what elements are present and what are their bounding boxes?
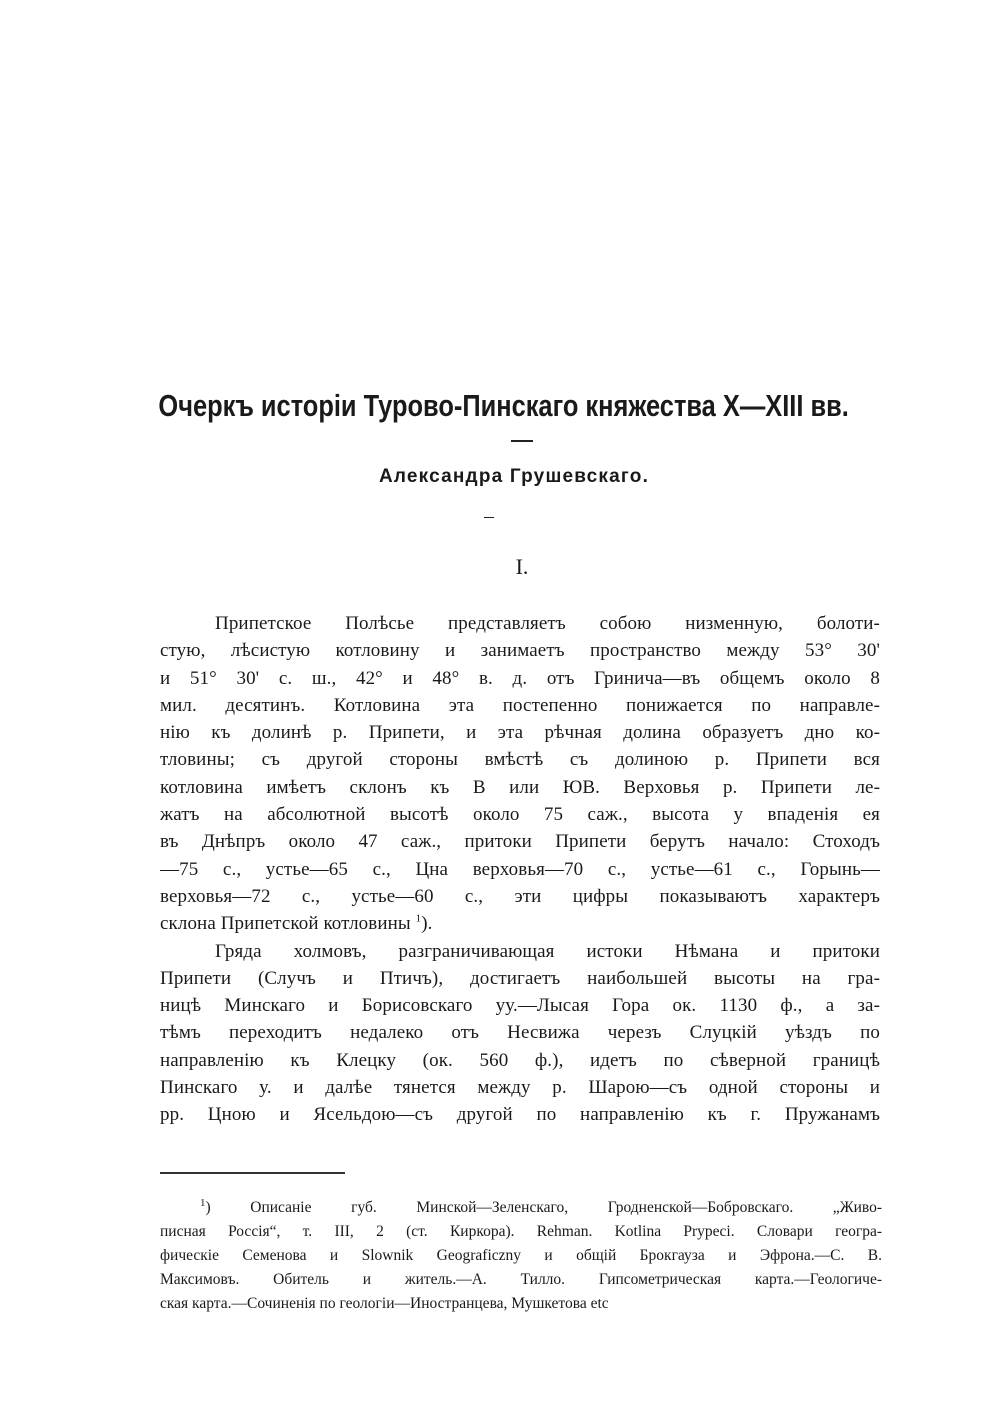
footnote-line: ская карта.—Сочиненія по геологіи—Иностранцева, Мушкетова etc	[160, 1295, 609, 1312]
body-line: жатъ на абсолютной высотѣ около 75 саж., высота у впаденія ея	[160, 804, 880, 826]
body-line: котловина имѣетъ склонъ къ В или ЮВ. Верховья р. Припети ле-	[160, 776, 880, 798]
article-author: Александра Грушевскаго.	[378, 466, 650, 487]
body-line: верховья—72 с., устье—60 с., эти цифры показываютъ характеръ	[160, 885, 880, 907]
body-line: направленію къ Клецку (ок. 560 ф.), идетъ по сѣверной границѣ	[160, 1049, 880, 1071]
footnote-line: фическіе Семенова и Slownik Geograficzny и общій Брокгауза и Эфрона.—С. В.	[160, 1247, 882, 1264]
title-divider	[511, 440, 533, 442]
footnote-reference-close: ).	[421, 913, 433, 935]
footnote-divider	[160, 1172, 345, 1174]
body-line-text: склона Припетской котловины	[160, 913, 411, 935]
body-line: мил. десятинъ. Котловина эта постепенно понижается по направле-	[160, 694, 880, 716]
body-line: Гряда холмовъ, разграничивающая истоки Нѣмана и притоки	[215, 940, 880, 962]
body-line: стую, лѣсистую котловину и занимаетъ пространство между 53° 30'	[160, 640, 880, 662]
footnote-marker: 1	[200, 1196, 206, 1209]
body-line: Припетское Полѣсье представляетъ собою низменную, болоти-	[215, 613, 880, 634]
body-line: Пинскаго у. и далѣе тянется между р. Шарою—съ одной стороны и	[160, 1077, 880, 1099]
body-line: нію къ долинѣ р. Припети, и эта рѣчная долина образуетъ дно ко-	[160, 722, 880, 744]
article-title: Очеркъ исторіи Турово-Пинскаго княжества X—XIII вв.	[158, 388, 849, 423]
footnote-reference: 1	[415, 912, 422, 925]
footnote-block	[160, 1196, 882, 1316]
footnote-line-first	[160, 1196, 882, 1220]
body-line: Припети (Случъ и Птичъ), достигаетъ наибольшей высоты на гра-	[160, 967, 880, 989]
footnote-line: писная Россія“, т. III, 2 (ст. Киркора). Rehman. Kotlina Prypeci. Словари геогра-	[160, 1223, 882, 1240]
body-line: рр. Цною и Ясельдою—съ другой по направленію къ г. Пружанамъ	[160, 1104, 880, 1126]
body-line: тловины; съ другой стороны вмѣстѣ съ долиною р. Припети вся	[160, 749, 880, 771]
footnote-line-text: ) Описаніе губ. Минской—Зеленскаго, Гродненской—Бобровскаго. „Живо-	[205, 1199, 882, 1216]
body-line: въ Днѣпръ около 47 саж., притоки Припети берутъ начало: Стоходъ	[160, 831, 880, 853]
footnote-line: Максимовъ. Обитель и житель.—А. Тилло. Гипсометрическая карта.—Геологиче-	[160, 1271, 882, 1288]
body-line: и 51° 30' с. ш., 42° и 48° в. д. отъ Гринича—въ общемъ около 8	[160, 667, 880, 689]
body-text	[160, 610, 880, 1129]
section-numeral: I.	[515, 554, 529, 579]
body-line: ницѣ Минскаго и Борисовскаго уу.—Лысая Гора ок. 1130 ф., а за-	[160, 995, 880, 1017]
body-line: —75 с., устье—65 с., Цна верховья—70 с., устье—61 с., Горынь—	[160, 858, 880, 880]
body-line: тѣмъ переходитъ недалеко отъ Несвижа черезъ Слуцкій уѣздъ по	[160, 1022, 880, 1044]
author-divider	[484, 517, 494, 518]
body-line-with-footnote	[160, 910, 880, 937]
